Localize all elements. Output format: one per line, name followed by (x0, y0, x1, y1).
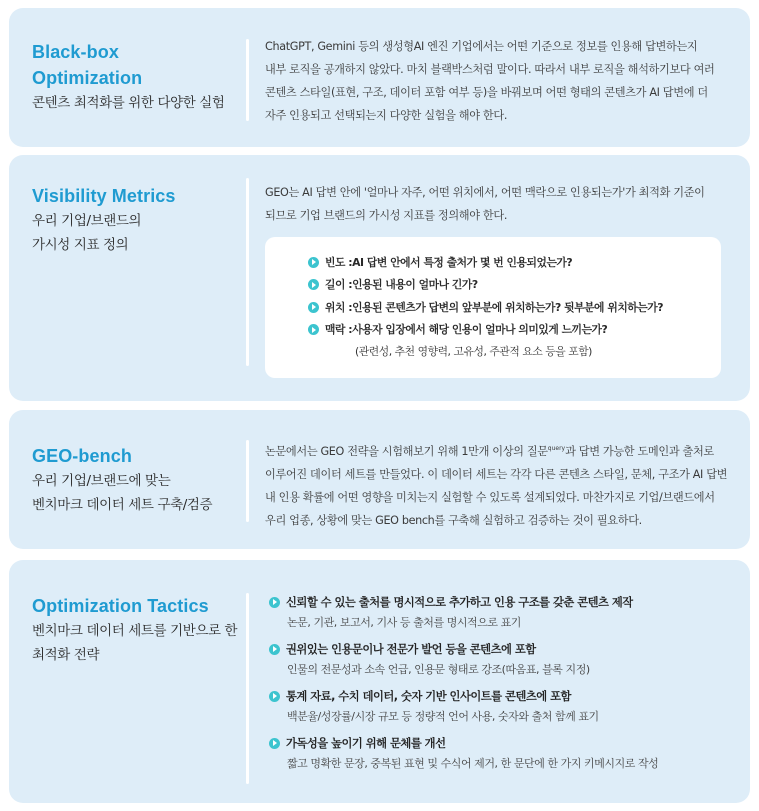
card-visibility-metrics (9, 155, 750, 401)
tactics-list (269, 591, 739, 779)
section-heading (32, 443, 212, 517)
paragraph-line: 자주 인용되고 선택되는지 다양한 실험을 해야 한다. (265, 109, 508, 122)
section-title: Black-box Optimization (32, 42, 143, 88)
paragraph-line: 콘텐츠 스타일(표현, 구조, 데이터 포함 여부 등)을 바꿔보며 어떤 형태의 콘텐츠가 AI 답변에 더 (265, 86, 708, 99)
metric-item-length: 길이 : 인용된 내용이 얼마나 긴가? (308, 274, 663, 297)
card-black-box-optimization (9, 8, 750, 147)
metrics-box (265, 237, 721, 378)
paragraph-line: 되므로 기업 브랜드의 가시성 지표를 정의해야 한다. (265, 209, 508, 222)
play-bullet-icon (308, 257, 319, 268)
section-title: GEO-bench (32, 446, 132, 466)
paragraph-line: GEO는 AI 답변 안에 '얼마나 자주, 어떤 위치에서, 어떤 맥락으로 인용되는가'가 최적화 기준이 (265, 186, 705, 199)
section-title: Visibility Metrics (32, 186, 176, 206)
section-subtitle: 콘텐츠 최적화를 위한 다양한 실험 (32, 95, 225, 111)
divider (246, 440, 249, 522)
paragraph-line: 내부 로직을 공개하지 않았다. 마치 블랙박스처럼 말이다. 따라서 내부 로직을 해석하기보다 여러 (265, 63, 715, 76)
section-subtitle: 우리 기업/브랜드에 맞는 벤치마크 데이터 세트 구축/검증 (32, 473, 213, 513)
divider (246, 593, 249, 784)
paragraph-line: 우리 업종, 상황에 맞는 GEO bench를 구축해 실험하고 검증하는 것이 필요하다. (265, 514, 642, 527)
paragraph-line: ChatGPT, Gemini 등의 생성형AI 엔진 기업에서는 어떤 기준으로 정보를 인용해 답변하는지 (265, 40, 698, 53)
section-heading (32, 183, 176, 257)
section-body (265, 35, 735, 127)
divider (246, 39, 249, 121)
card-geo-bench (9, 410, 750, 549)
metrics-list (308, 251, 663, 363)
section-body (265, 181, 735, 227)
section-title: Optimization Tactics (32, 596, 209, 616)
paragraph-line: 논문에서는 GEO 전략을 시험해보기 위해 1만개 이상의 질문$^{query}$과 답변 가능한 도메인과 출처로 (265, 445, 714, 458)
tactic-item: 통계 자료, 수치 데이터, 숫자 기반 인사이트를 콘텐츠에 포함 백분율/성장률/시장 규모 등 정량적 언어 사용, 숫자와 출처 함께 표기 (269, 685, 739, 727)
tactic-item: 권위있는 인용문이나 전문가 발언 등을 콘텐츠에 포함 인물의 전문성과 소속 언급, 인용문 형태로 강조(따옴표, 블록 지정) (269, 638, 739, 680)
section-body (265, 437, 735, 532)
tactic-item: 가독성을 높이기 위해 문체를 개선 짧고 명확한 문장, 중복된 표현 및 수식어 제거, 한 문단에 한 가지 키메시지로 작성 (269, 732, 739, 774)
play-bullet-icon (269, 691, 280, 702)
metric-item-context: 맥락 : 사용자 입장에서 해당 인용이 얼마나 의미있게 느끼는가? (308, 319, 663, 342)
tactic-item: 신뢰할 수 있는 출처를 명시적으로 추가하고 인용 구조를 갖춘 콘텐츠 제작 논문, 기관, 보고서, 기사 등 출처를 명시적으로 표기 (269, 591, 739, 633)
section-heading (32, 39, 225, 115)
paragraph-line: 내 인용 확률에 어떤 영향을 미치는지 실험할 수 있도록 설계되었다. 마찬가지로 기업/브랜드에서 (265, 491, 715, 504)
metrics-note: (관련성, 추천 영향력, 고유성, 주관적 요소 등을 포함) (355, 345, 592, 358)
play-bullet-icon (269, 738, 280, 749)
paragraph-line: 이루어진 데이터 세트를 만들었다. 이 데이터 세트는 각각 다른 콘텐츠 스타일, 문체, 구조가 AI 답변 (265, 468, 728, 481)
play-bullet-icon (308, 302, 319, 313)
query-superscript: query (547, 445, 566, 452)
metric-item-position: 위치 : 인용된 콘텐츠가 답변의 앞부분에 위치하는가? 뒷부분에 위치하는가? (308, 296, 663, 319)
metric-item-frequency: 빈도 : AI 답변 안에서 특정 출처가 몇 번 인용되었는가? (308, 251, 663, 274)
play-bullet-icon (308, 279, 319, 290)
play-bullet-icon (269, 597, 280, 608)
divider (246, 178, 249, 366)
section-subtitle: 벤치마크 데이터 세트를 기반으로 한 최적화 전략 (32, 623, 238, 663)
section-subtitle: 우리 기업/브랜드의 가시성 지표 정의 (32, 213, 142, 253)
play-bullet-icon (308, 324, 319, 335)
section-heading (32, 593, 237, 667)
card-optimization-tactics (9, 560, 750, 803)
play-bullet-icon (269, 644, 280, 655)
